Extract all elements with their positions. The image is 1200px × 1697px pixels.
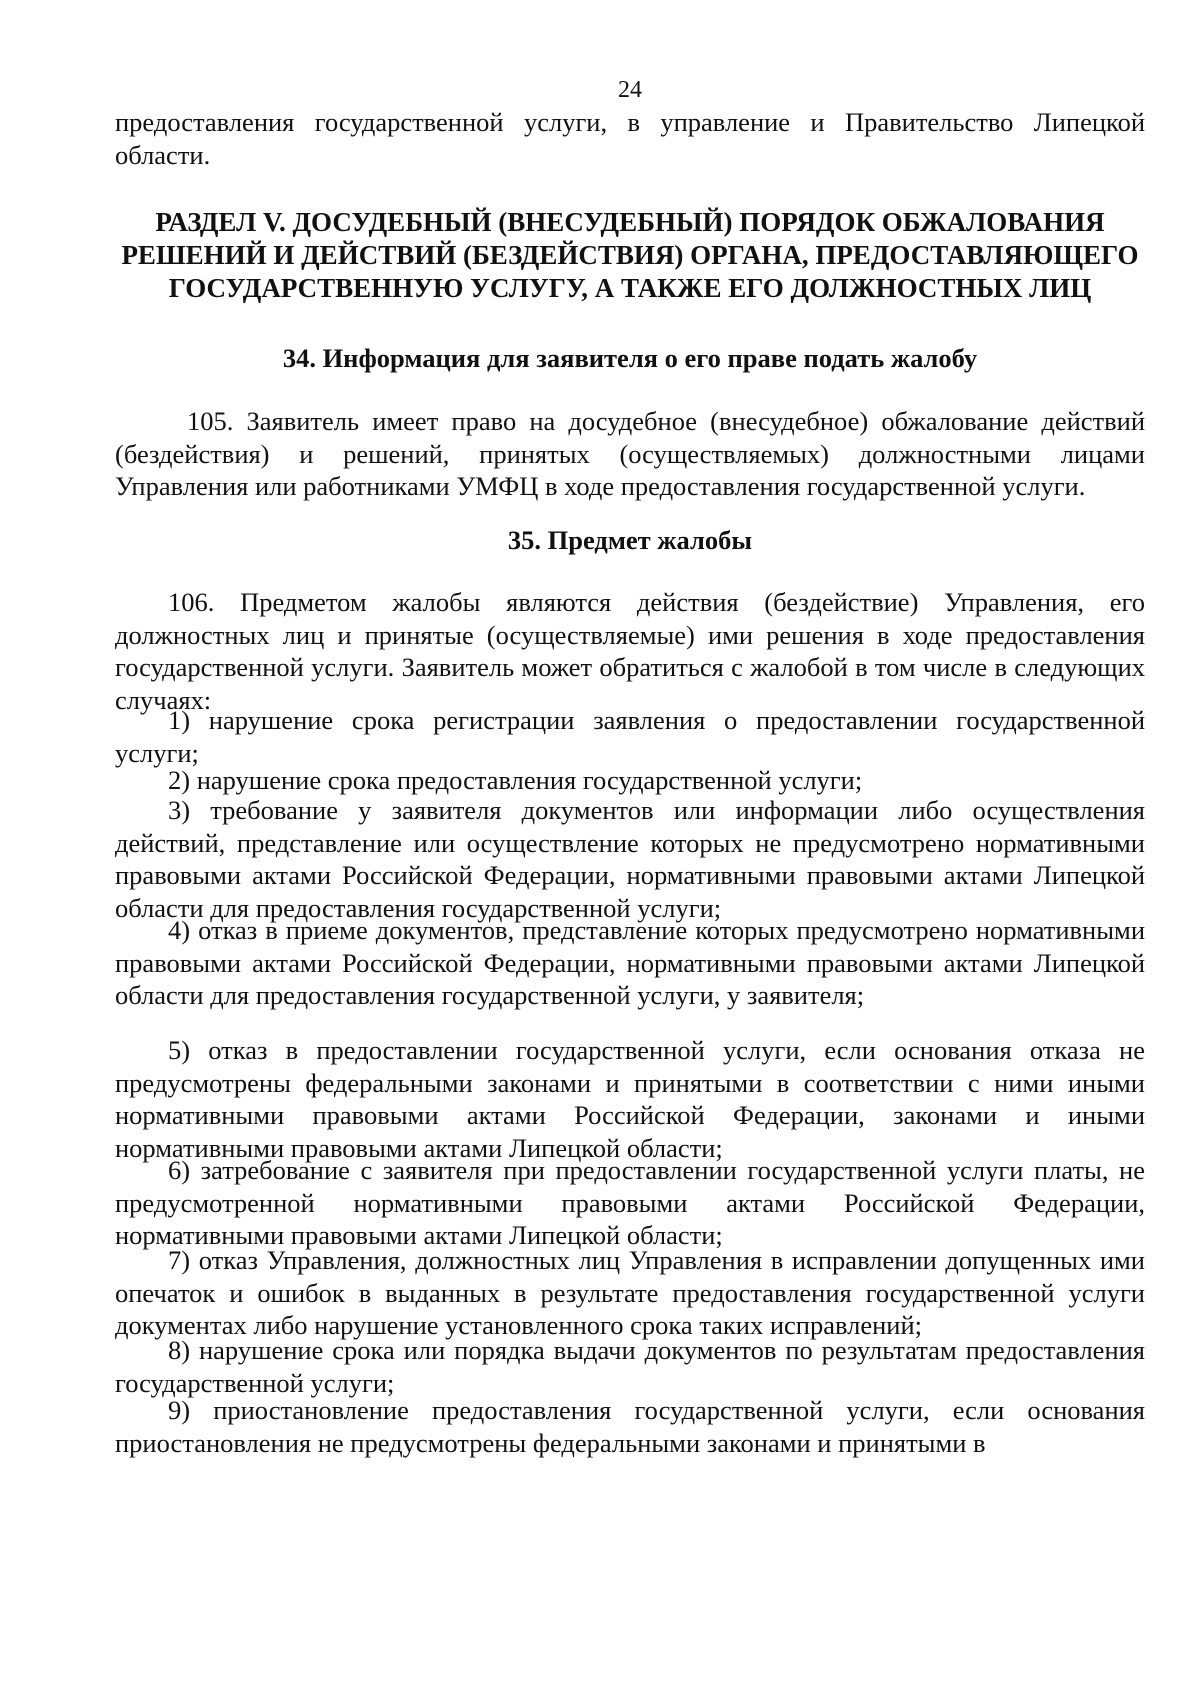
list-item-6: 6) затребование с заявителя при предоставлении государственной услуги платы, не предусмотренной нормативными правовыми актами Российской Федерации, нормативными правовыми актами Липецкой области; <box>115 1155 1145 1251</box>
continuation-paragraph: предоставления государственной услуги, в управление и Правительство Липецкой области. <box>115 107 1145 170</box>
list-item-4: 4) отказ в приеме документов, представление которых предусмотрено нормативными правовыми актами Российской Федерации, нормативными правовыми актами Липецкой области для предоставления государственной услуги, у заявителя; <box>115 915 1145 1011</box>
list-item-8: 8) нарушение срока или порядка выдачи документов по результатам предоставления государственной услуги; <box>115 1335 1145 1398</box>
list-item-3: 3) требование у заявителя документов или информации либо осуществления действий, представление или осуществление которых не предусмотрено нормативными правовыми актами Российской Федерации, нормативными правовыми актами Липецкой области для предоставления государственной услуги; <box>115 795 1145 923</box>
subsection-34-title: 34. Информация для заявителя о его праве подать жалобу <box>282 343 978 373</box>
paragraph-106: 106. Предметом жалобы являются действия (бездействие) Управления, его должностных лиц и принятые (осуществляемые) ими решения в ходе предоставления государственной услуги. Заявитель может обратиться с жалобой в том числе в следующих случаях: <box>115 587 1145 715</box>
list-item-2: 2) нарушение срока предоставления государственной услуги; <box>168 765 863 795</box>
page-number: 24 <box>618 77 642 103</box>
list-item-1: 1) нарушение срока регистрации заявления о предоставлении государственной услуги; <box>115 705 1145 768</box>
subsection-35-title: 35. Предмет жалобы <box>507 525 753 555</box>
paragraph-105: 105. Заявитель имеет право на досудебное (внесудебное) обжалование действий (бездействия) и решений, принятых (осуществляемых) должностными лицами Управления или работниками УМФЦ в ходе предоставления государственной услуги. <box>115 406 1145 502</box>
list-item-5: 5) отказ в предоставлении государственной услуги, если основания отказа не предусмотрены федеральными законами и принятыми в соответствии с ними иными нормативными правовыми актами Российской Федерации, законами и иными нормативными правовыми актами Липецкой области; <box>115 1035 1145 1163</box>
list-item-9: 9) приостановление предоставления государственной услуги, если основания приостановления не предусмотрены федеральными законами и принятыми в <box>115 1395 1145 1458</box>
section-title: РАЗДЕЛ V. ДОСУДЕБНЫЙ (ВНЕСУДЕБНЫЙ) ПОРЯДОК ОБЖАЛОВАНИЯ РЕШЕНИЙ И ДЕЙСТВИЙ (БЕЗДЕЙСТВИЯ) ОРГАНА, ПРЕДОСТАВЛЯЮЩЕГО ГОСУДАРСТВЕННУЮ УСЛУГУ, А ТАКЖЕ ЕГО ДОЛЖНОСТНЫХ ЛИЦ <box>121 207 1139 303</box>
list-item-7: 7) отказ Управления, должностных лиц Управления в исправлении допущенных ими опечаток и ошибок в выданных в результате предоставления государственной услуги документах либо нарушение установленного срока таких исправлений; <box>115 1245 1145 1341</box>
